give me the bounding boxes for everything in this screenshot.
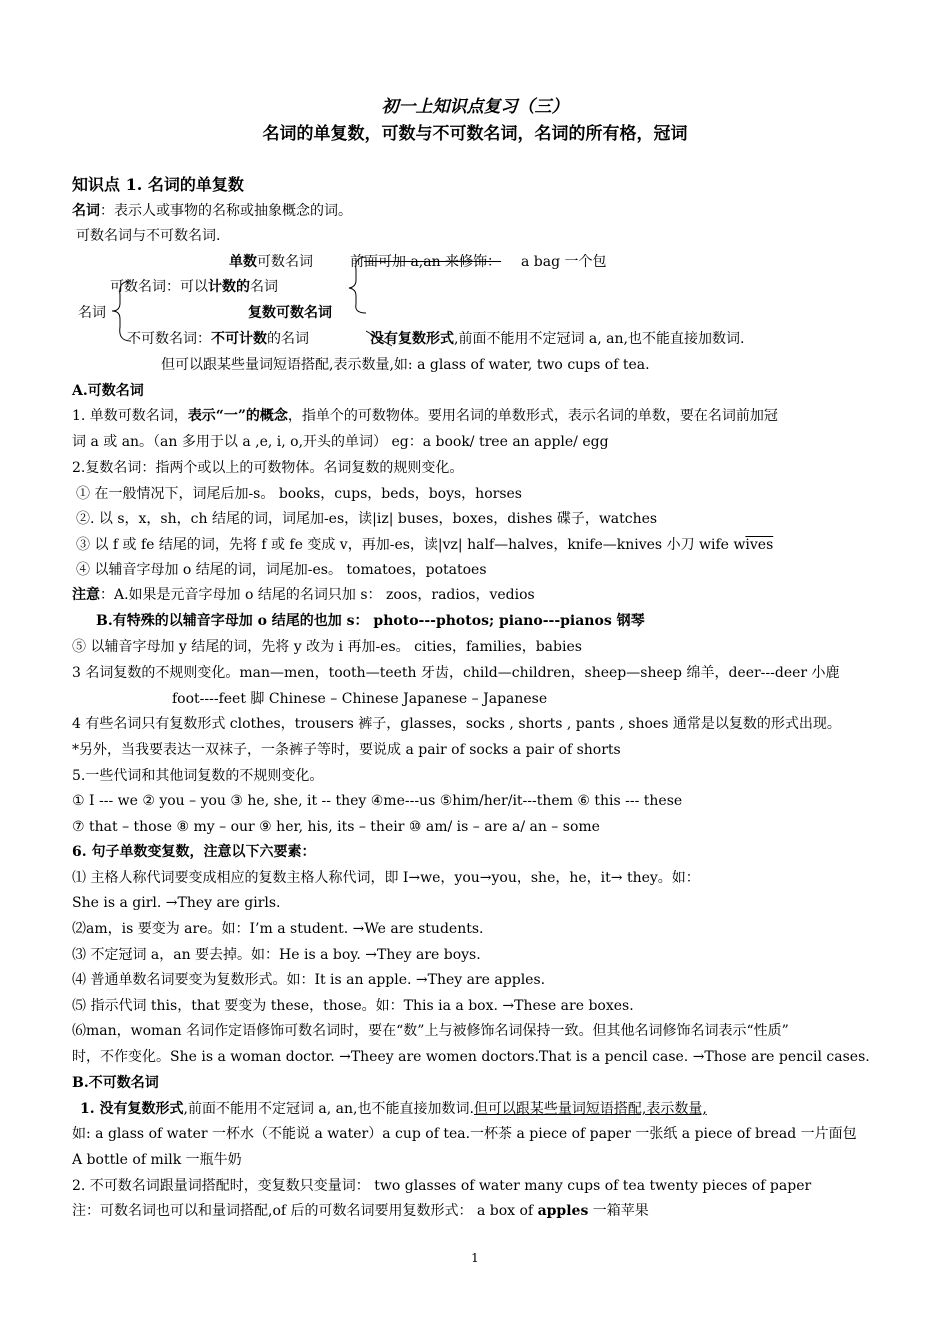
a5-line-1: ① I --- we ② you – you ③ he, she, it -- they ④me---us ⑤him/her/it---them ⑥ this --- these [72, 793, 683, 809]
rule-3 [76, 535, 773, 555]
page-title: 初一上知识点复习（三） [381, 97, 569, 117]
tree-uncountable-c: 的名词 [267, 331, 309, 347]
tree-countable-a: 可数名词：可以 [110, 279, 208, 295]
tree-singular-rest: 可数名词 [257, 254, 313, 270]
b-note-a: 注：可数名词也可以和量词搭配,of 后的可数名词要用复数形式： a box of [72, 1203, 538, 1219]
b1-a: 1. 没有复数形式 [80, 1101, 184, 1117]
note-b: B.有特殊的以辅音字母加 o 结尾的也加 s： photo---photos; piano---pianos 钢琴 [96, 613, 645, 629]
a4-line: 4 有些名词只有复数形式 clothes，trousers 裤子，glasses，socks , shorts , pants , shoes 通常是以复数的形式出现。 [72, 716, 841, 732]
section-a-heading: A.可数名词 [72, 383, 144, 399]
rule-1: ① 在一般情况下，词尾后加-s。 books，cups，beds，boys，horses [76, 486, 522, 502]
tree-singular-desc-a: 前 [350, 254, 364, 270]
tree-uncountable-line-2: 但可以跟某些量词短语搭配,表示数量,如: a glass of water, two cups of tea. [161, 357, 650, 373]
a1-c: ，指单个的可数物体。要用名词的单数形式，表示名词的单数，要在名词前加冠 [287, 408, 778, 424]
step-4: ⑷ 普通单数名词要变为复数形式。如：It is an apple. →They are apples. [72, 972, 546, 988]
note-label: 注意 [72, 587, 100, 603]
a5-line-2: ⑦ that – those ⑧ my – our ⑨ her, his, its – their ⑩ am/ is – are a/ an – some [72, 819, 600, 835]
step-6-line-2: 时，不作变化。She is a woman doctor. →Theey are women doctors.That is a pencil case. →Those are pencil cases. [72, 1049, 870, 1065]
rule-5: ⑤ 以辅音字母加 y 结尾的词，先将 y 改为 i 再加-es。 cities，families，babies [72, 639, 582, 655]
b1-c: 但可以跟某些量词短语搭配,表示数量, [473, 1101, 707, 1117]
tree-countable-c: 名词 [250, 279, 278, 295]
page-number: 1 [471, 1251, 479, 1265]
a3-line-2: foot----feet 脚 Chinese – Chinese Japanese – Japanese [172, 691, 548, 707]
tree-uncountable-a: 不可数名词： [127, 331, 211, 347]
tree-plural: 复数可数名词 [248, 305, 332, 321]
a1-a: 1. 单数可数名词， [72, 408, 188, 424]
b1-example-2: A bottle of milk 一瓶牛奶 [72, 1152, 242, 1168]
section-b-heading: B.不可数名词 [72, 1075, 159, 1091]
note-text: ：A.如果是元音字母加 o 结尾的名词只加 s： zoos，radios，vedios [100, 587, 535, 603]
b2-line: 2. 不可数名词跟量词搭配时，变复数只变量词： two glasses of water many cups of tea twenty pieces of paper [72, 1178, 812, 1194]
rule-2: ②. 以 s，x，sh，ch 结尾的词，词尾加-es，读|iz| buses，boxes，dishes 碟子，watches [76, 511, 658, 527]
rule-4: ④ 以辅音字母加 o 结尾的词，词尾加-es。 tomatoes，potatoes [76, 562, 487, 578]
tree-uncountable-e: ,前面不能用不定冠词 a, an,也不能直接加数词. [454, 331, 745, 347]
a1-line [72, 406, 778, 426]
step-1-example: She is a girl. →They are girls. [72, 895, 281, 911]
step-2: ⑵am，is 要变为 are。如：I’m a student. →We are students. [72, 921, 484, 937]
rule-3-a: ③ 以 f 或 fe 结尾的词，先将 f 或 fe 变成 v，再加-es，读|vz| half—halves，knife—knives 小刀 wife w [76, 537, 746, 553]
a5-line: 5.一些代词和其他词复数的不规则变化。 [72, 768, 324, 784]
b-note-c: 一箱苹果 [588, 1203, 649, 1219]
a1-line-2: 词 a 或 an。（an 多用于以 a ,e, i, o,开头的单词） eg：a book/ tree an apple/ egg [72, 434, 609, 450]
b1-line [80, 1099, 707, 1119]
tree-singular-bold: 单数 [229, 254, 257, 270]
a4-note: *另外，当我要表达一双袜子，一条裤子等时，要说成 a pair of socks a pair of shorts [72, 742, 621, 758]
a6-heading: 6. 句子单数变复数，注意以下六要素： [72, 844, 316, 860]
tree-singular-desc-b: 面可加 a,an 来修 [364, 254, 474, 270]
tree-brackets [0, 0, 950, 400]
step-5: ⑸ 指示代词 this，that 要变为 these，those。如：This ia a box. →These are boxes. [72, 998, 634, 1014]
tree-uncountable-d: 没有复数形式 [370, 331, 454, 347]
countable-brace [349, 257, 366, 313]
section-heading: 知识点 1. 名词的单复数 [72, 175, 244, 194]
definition-line-2: 可数名词与不可数名词. [76, 228, 221, 244]
definition-label: 名词 [72, 203, 100, 219]
b-note [72, 1201, 649, 1221]
tree-root: 名词 [78, 305, 106, 321]
rule-3-b: ives [745, 537, 774, 553]
page-subtitle: 名词的单复数，可数与不可数名词，名词的所有格，冠词 [262, 124, 688, 144]
a3-line: 3 名词复数的不规则变化。man—men，tooth—teeth 牙齿，child—children，sheep—sheep 绵羊，deer---deer 小鹿 [72, 665, 840, 681]
step-1: ⑴ 主格人称代词要变成相应的复数主格人称代词，即 I→we，you→you，she，he，it→ they。如： [72, 870, 700, 886]
tree-uncountable-b: 不可计数 [211, 331, 267, 347]
tree-countable-b: 计数的 [208, 279, 250, 295]
b1-b: ,前面不能用不定冠词 a, an,也不能直接加数词. [183, 1101, 474, 1117]
tree-singular-desc-c: 饰： [473, 254, 502, 270]
definition-text: ：表示人或事物的名称或抽象概念的词。 [100, 203, 352, 219]
b1-example: 如: a glass of water 一杯水（不能说 a water）a cup of tea.一杯茶 a piece of paper 一张纸 a piece of bread 一片面包 [72, 1126, 857, 1142]
b-note-b: apples [537, 1203, 589, 1219]
a2-line: 2.复数名词：指两个或以上的可数物体。名词复数的规则变化。 [72, 460, 464, 476]
step-3: ⑶ 不定冠词 a，an 要去掉。如：He is a boy. →They are boys. [72, 947, 481, 963]
step-6: ⑹man，woman 名词作定语修饰可数名词时，要在“数”上与被修饰名词保持一致。但其他名词修饰名词表示“性质” [72, 1023, 789, 1039]
uncountable-strike [366, 331, 392, 346]
tree-singular-example: a bag 一个包 [521, 254, 607, 270]
a1-b: 表示“一”的概念 [187, 408, 288, 424]
note-line [72, 585, 535, 605]
root-brace [112, 281, 131, 341]
